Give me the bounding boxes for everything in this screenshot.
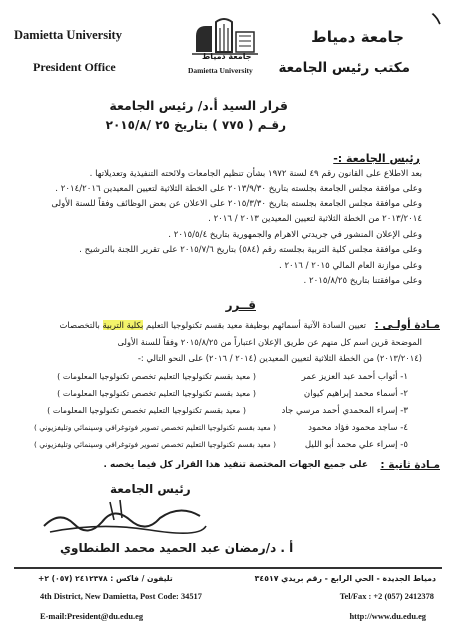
appointee-1-spec: ( معيد بقسم تكنولوجيا التعليم تخصص تكنولوجيا المعلومات ) <box>57 372 256 381</box>
decides-heading: قــرر <box>225 298 256 312</box>
footer-email[interactable]: E-mail:President@du.edu.eg <box>40 612 144 621</box>
footer-website[interactable]: http://www.du.edu.eg <box>349 612 426 621</box>
footer-ar-phone: تليفون / فاكس : ٢٤١٢٣٧٨ (٠٥٧) ٢+ <box>38 574 173 583</box>
decree-title: قرار السيد أ.د/ رئيس الجامعة <box>109 98 288 113</box>
header-en-university: Damietta University <box>14 28 122 42</box>
signature-title: رئيس الجامعة <box>110 482 191 496</box>
preamble-line-3: وعلى موافقة مجلس الجامعة بجلسته بتاريخ ٢٠١٥/٣/٣٠ على الاعلان عن بعض الوظائف وفقاً للسنة الأولى <box>51 199 422 209</box>
appointee-3-name: ٣- إسراء المحمدي أحمد مرسي جاد <box>281 406 408 416</box>
article-one-pre: تعيين السادة الآتية أسمائهم بوظيفة معيد بقسم تكنولوجيا التعليم <box>146 320 366 330</box>
article-one-line-3: (٢٠١٣/٢٠١٤) من الخطة الثلاثية لتعيين المعيدين (٢٠١٤ / ٢٠١٦) على النحو التالي :- <box>137 353 422 363</box>
appointee-2-name: ٢- أسماء محمد إبراهيم كيوان <box>303 389 408 399</box>
article-one-label: مـادة أولـى : <box>374 319 440 331</box>
appointee-4-name: ٤- ساجد محمود فؤاد محمود <box>308 423 408 433</box>
handwritten-signature <box>40 496 210 540</box>
footer-divider <box>14 567 442 569</box>
preamble-line-7: وعلى موازنة العام المالي ٢٠١٥ / ٢٠١٦ . <box>278 261 422 271</box>
footer-ar-address: دمياط الجديدة - الحي الرابع - رقم بريدي ٣٤٥١٧ <box>254 574 436 583</box>
logo-ar-caption: جامعة دمياط <box>202 52 252 61</box>
appointee-1-name: ١- أثواب أحمد عبد العزيز عمر <box>301 372 408 382</box>
logo-en-caption: Damietta University <box>188 66 253 75</box>
article-one-line-2: الموضحة قرين اسم كل منهم عن طريق الإعلان اعتباراً من ٢٠١٥/٨/٢٥ وفقاً للسنة الأولى <box>117 337 422 347</box>
addressee: رئيس الجامعة :- <box>333 152 420 165</box>
preamble-line-2: وعلى موافقة مجلس الجامعة بجلسته بتاريخ ٢٠١٣/٩/٣٠ على الخطة الثلاثية لتعيين المعيدين ٢٠١٤/٢٠١٦ . <box>55 184 422 194</box>
article-two-text: على جميع الجهات المختصة تنفيذ هذا القرار كل فيما يخصه . <box>103 460 368 470</box>
decree-number-line: رقـم ( ٧٧٥ ) بتاريخ ٢٥ /٢٠١٥/٨ <box>105 118 286 132</box>
preamble-line-4: ٢٠١٣/٢٠١٤ من الخطة الثلاثية لتعيين المعيدين ٢٠١٣ / ٢٠١٦ . <box>208 214 422 224</box>
article-one-highlight: بكلية التربية <box>102 320 144 330</box>
header-ar-university: جامعة دمياط <box>311 28 404 46</box>
article-two-label: مـادة ثانية : <box>380 459 440 471</box>
header-en-office: President Office <box>33 60 116 74</box>
appointee-2-spec: ( معيد بقسم تكنولوجيا التعليم تخصص تكنولوجيا المعلومات ) <box>57 389 256 398</box>
appointee-5-spec: ( معيد بقسم تكنولوجيا التعليم تخصص تصوير فوتوغرافي وسينمائي وتليفزيوني ) <box>33 440 276 449</box>
preamble-line-1: بعد الاطلاع على القانون رقم ٤٩ لسنة ١٩٧٢ بشأن تنظيم الجامعات ولائحته التنفيذية وتعديلاتها . <box>89 169 422 179</box>
preamble-line-6: وعلى موافقة مجلس كلية التربية بجلسته رقم (٥٨٤) بتاريخ ٢٠١٥/٧/٦ على تقرير اللجنة بالترشيح . <box>79 245 422 255</box>
footer-en-address: 4th District, New Damietta, Post Code: 34517 <box>40 592 202 601</box>
corner-page-mark: ١ <box>426 4 447 32</box>
article-one-line-1 <box>60 320 366 330</box>
article-one-post: بالتخصصات <box>59 320 100 330</box>
header-ar-office: مكتب رئيس الجامعة <box>278 60 410 76</box>
appointee-4-spec: ( معيد بقسم تكنولوجيا التعليم تخصص تصوير فوتوغرافي وسينمائي وتليفزيوني ) <box>33 423 276 432</box>
preamble-line-5: وعلى الإعلان المنشور في جريدتي الاهرام والجمهورية بتاريخ ٢٠١٥/٥/٤ . <box>168 230 422 240</box>
appointee-5-name: ٥- إسراء علي محمد أبو الليل <box>304 440 408 450</box>
footer-en-telfax: Tel/Fax : +2 (057) 2412378 <box>339 592 434 601</box>
signatory-name: أ . د/رمضان عبد الحميد محمد الطنطاوي <box>60 541 294 555</box>
preamble-line-8: وعلى موافقتنا بتاريخ ٢٠١٥/٨/٢٥ . <box>303 276 422 286</box>
appointee-3-spec: ( معيد بقسم تكنولوجيا التعليم تخصص تكنولوجيا المعلومات ) <box>47 406 246 415</box>
